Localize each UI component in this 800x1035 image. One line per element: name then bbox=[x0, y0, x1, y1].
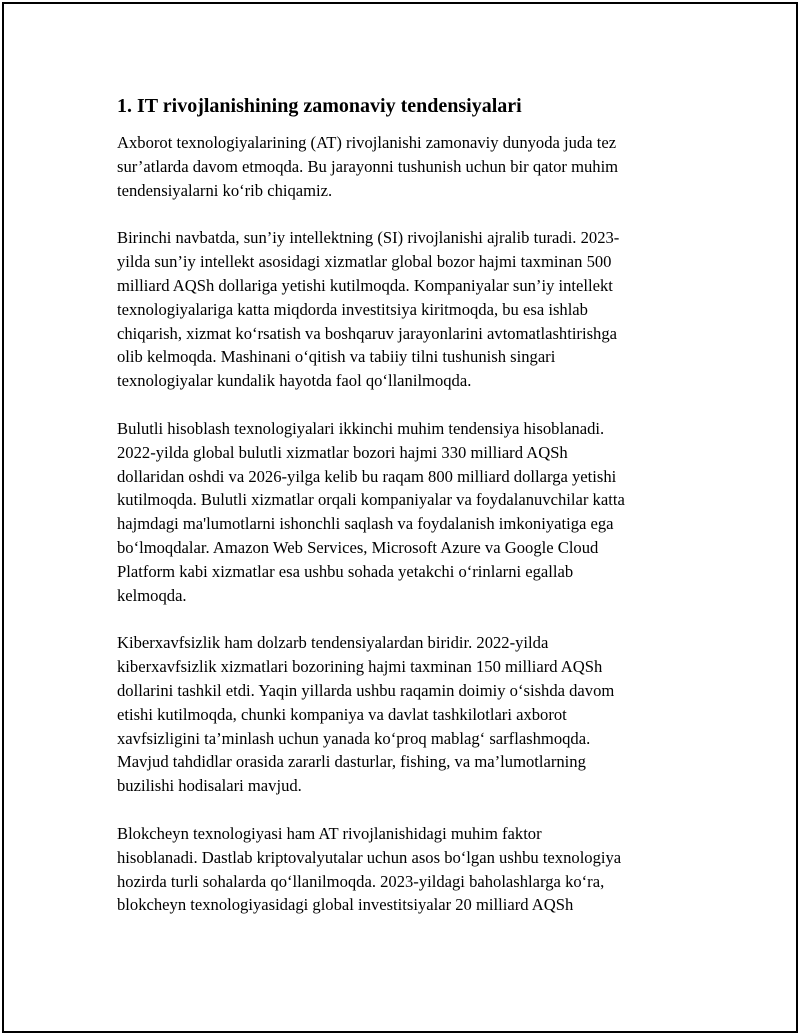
text-line: 2022-yilda global bulutli xizmatlar bozori hajmi 330 milliard AQSh bbox=[117, 442, 568, 462]
text-line: milliard AQSh dollariga yetishi kutilmoqda. Kompaniyalar sun’iy intellekt bbox=[117, 275, 613, 295]
text-line: Blokcheyn texnologiyasi ham AT rivojlanishidagi muhim faktor bbox=[117, 823, 542, 843]
text-line: hajmdagi ma'lumotlarni ishonchli saqlash va foydalanish imkoniyatiga ega bbox=[117, 514, 614, 534]
text-line: bo‘lmoqdalar. Amazon Web Services, Microsoft Azure va Google Cloud bbox=[117, 537, 599, 557]
text-line: buzilishi hodisalari mavjud. bbox=[117, 776, 302, 796]
text-line: kiberxavfsizlik xizmatlari bozorining hajmi taxminan 150 milliard AQSh bbox=[117, 657, 603, 677]
text-line: kutilmoqda. Bulutli xizmatlar orqali kompaniyalar va foydalanuvchilar katta bbox=[117, 490, 625, 510]
text-line: tendensiyalarni ko‘rib chiqamiz. bbox=[117, 180, 333, 200]
text-line: Birinchi navbatda, sun’iy intellektning (SI) rivojlanishi ajralib turadi. 2023- bbox=[117, 228, 620, 248]
text-line: blokcheyn texnologiyasidagi global investitsiyalar 20 milliard AQSh bbox=[117, 895, 574, 915]
text-line: chiqarish, xizmat ko‘rsatish va boshqaruv jarayonlarini avtomatlashtirishga bbox=[117, 323, 617, 343]
text-line: Kiberxavfsizlik ham dolzarb tendensiyalardan biridir. 2022-yilda bbox=[117, 633, 549, 653]
text-line: Axborot texnologiyalarining (AT) rivojlanishi zamonaviy dunyoda juda tez bbox=[117, 133, 617, 152]
paragraph-blockchain bbox=[117, 822, 687, 917]
paragraph-intro bbox=[117, 131, 687, 202]
text-line: Platform kabi xizmatlar esa ushbu sohada yetakchi o‘rinlarni egallab bbox=[117, 561, 574, 581]
text-line: dollaridan oshdi va 2026-yilga kelib bu raqam 800 milliard dollarga yetishi bbox=[117, 466, 617, 486]
text-line: texnologiyalar kundalik hayotda faol qo‘llanilmoqda. bbox=[117, 371, 472, 391]
text-line: hozirda turli sohalarda qo‘llanilmoqda. 2023-yildagi baholashlarga ko‘ra, bbox=[117, 871, 605, 891]
section-heading: 1. IT rivojlanishining zamonaviy tendensiyalari bbox=[117, 95, 522, 117]
text-line: sur’atlarda davom etmoqda. Bu jarayonni tushunish uchun bir qator muhim bbox=[117, 156, 619, 176]
text-line: etishi kutilmoqda, chunki kompaniya va davlat tashkilotlari axborot bbox=[117, 704, 567, 724]
document-body bbox=[117, 93, 687, 941]
text-line: texnologiyalariga katta miqdorda investitsiya kiritmoqda, bu esa ishlab bbox=[117, 299, 588, 319]
text-line: Mavjud tahdidlar orasida zararli dasturlar, fishing, va ma’lumotlarning bbox=[117, 752, 586, 772]
text-line: dollarini tashkil etdi. Yaqin yillarda ushbu raqamin doimiy o‘sishda davom bbox=[117, 680, 615, 700]
text-line: kelmoqda. bbox=[117, 585, 187, 605]
paragraph-cybersecurity bbox=[117, 631, 687, 798]
text-line: hisoblanadi. Dastlab kriptovalyutalar uchun asos bo‘lgan ushbu texnologiya bbox=[117, 847, 622, 867]
paragraph-ai bbox=[117, 226, 687, 393]
text-line: xavfsizligini ta’minlash uchun yanada ko‘proq mablag‘ sarflashmoqda. bbox=[117, 728, 591, 748]
text-line: yilda sun’iy intellekt asosidagi xizmatlar global bozor hajmi taxminan 500 bbox=[117, 252, 612, 272]
text-line: olib kelmoqda. Mashinani o‘qitish va tabiiy tilni tushunish singari bbox=[117, 347, 556, 367]
paragraph-cloud bbox=[117, 417, 687, 607]
text-line: Bulutli hisoblash texnologiyalari ikkinchi muhim tendensiya hisoblanadi. bbox=[117, 418, 605, 438]
